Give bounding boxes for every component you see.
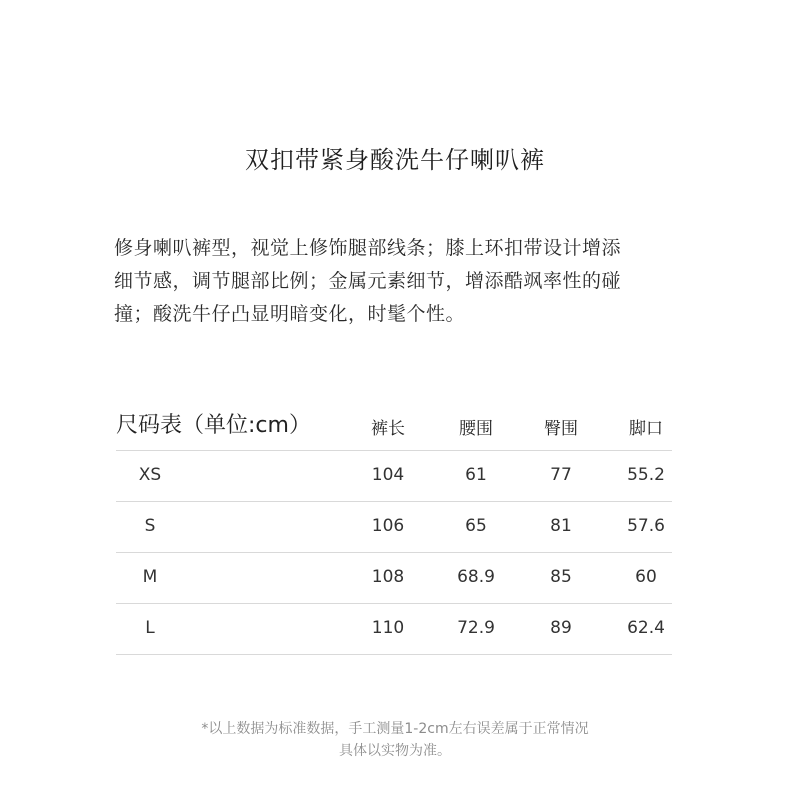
cell-hem: 60 bbox=[635, 567, 657, 587]
header-waist: 腰围 bbox=[459, 419, 493, 439]
cell-length: 110 bbox=[371, 618, 405, 638]
cell-hip: 89 bbox=[550, 618, 572, 638]
cell-waist: 72.9 bbox=[457, 618, 495, 638]
description-line: 细节感，调节腿部比例；金属元素细节，增添酷飒率性的碰 bbox=[114, 270, 622, 292]
cell-hem: 62.4 bbox=[627, 618, 665, 638]
cell-waist: 61 bbox=[465, 465, 487, 485]
note-line: *以上数据为标准数据，手工测量1-2cm左右误差属于正常情况 bbox=[201, 721, 589, 737]
header-hem: 脚口 bbox=[629, 419, 663, 439]
cell-length: 104 bbox=[371, 465, 405, 485]
description-line: 修身喇叭裤型，视觉上修饰腿部线条；膝上环扣带设计增添 bbox=[114, 237, 622, 259]
cell-length: 108 bbox=[371, 567, 405, 587]
size-label: S bbox=[144, 516, 156, 536]
table-row bbox=[116, 502, 672, 553]
table-row bbox=[116, 553, 672, 604]
cell-hip: 81 bbox=[550, 516, 572, 536]
description-line: 撞；酸洗牛仔凸显明暗变化，时髦个性。 bbox=[114, 303, 466, 325]
cell-waist: 68.9 bbox=[457, 567, 495, 587]
cell-length: 106 bbox=[371, 516, 405, 536]
cell-hem: 57.6 bbox=[627, 516, 665, 536]
size-label: XS bbox=[138, 465, 162, 485]
size-table bbox=[116, 400, 672, 655]
table-row bbox=[116, 451, 672, 502]
size-table-title: 尺码表（单位:cm） bbox=[116, 413, 311, 438]
cell-hip: 77 bbox=[550, 465, 572, 485]
note-line: 具体以实物为准。 bbox=[339, 743, 451, 759]
size-label: M bbox=[142, 567, 158, 587]
measurement-note bbox=[0, 718, 790, 762]
header-length: 裤长 bbox=[371, 419, 405, 439]
product-title: 双扣带紧身酸洗牛仔喇叭裤 bbox=[245, 146, 545, 174]
header-hip: 臀围 bbox=[544, 419, 578, 439]
size-table-header bbox=[116, 400, 672, 451]
table-row bbox=[116, 604, 672, 655]
size-label: L bbox=[145, 618, 155, 638]
cell-waist: 65 bbox=[465, 516, 487, 536]
cell-hip: 85 bbox=[550, 567, 572, 587]
product-description bbox=[114, 232, 684, 331]
cell-hem: 55.2 bbox=[627, 465, 665, 485]
